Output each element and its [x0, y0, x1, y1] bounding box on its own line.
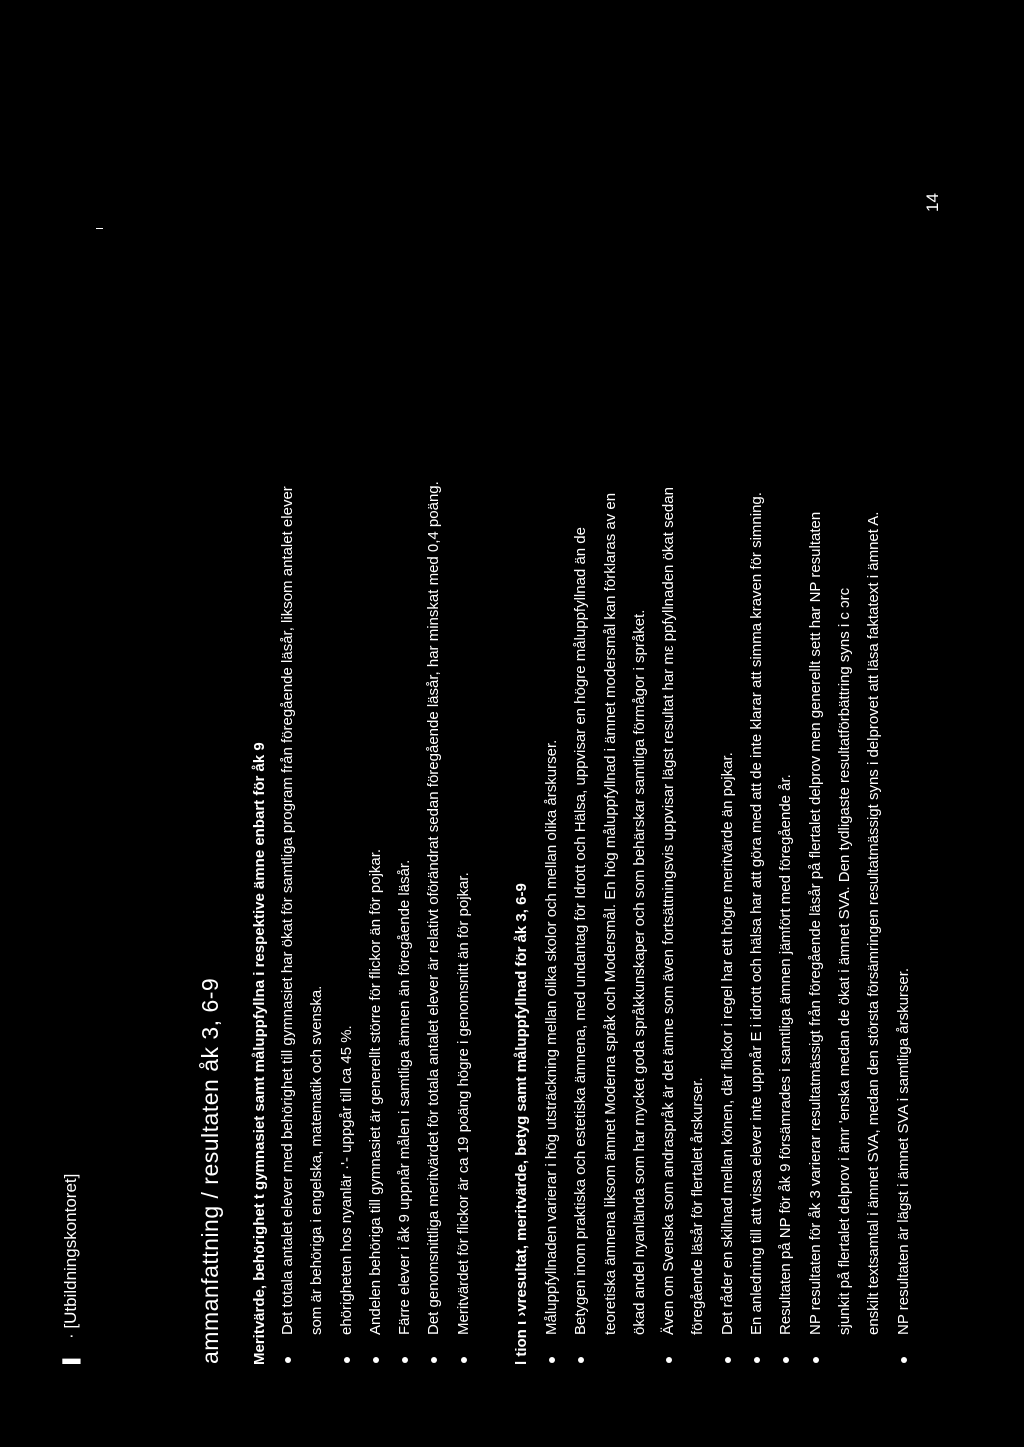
bullet-dot-icon [461, 1357, 467, 1363]
bullet-text: Betygen inom praktiska och estetiska ämnena, med undantag för Idrott och Hälsa, uppvisar en högre måluppfyllnad än de [572, 527, 590, 1335]
bullet-text: Även om Svenska som andraspråk är det ämne som även fortsättningsvis uppvisar lägst resultat har mε ppfyllnaden ökat sedan [660, 487, 678, 1335]
header-text: · [Utbildningskontoret] [61, 1173, 80, 1339]
list-item [889, 487, 918, 1363]
bullet-text-continued: enskilt textsamtal i ämnet SVA, medan den största försämringen resultatmässigt syns i delprovet att läsa faktatext i ämnet A. [865, 511, 883, 1335]
list-item [713, 487, 742, 1363]
bullet-text-continued: ökad andel nyanlända som har mycket goda språkkunskaper och som behärskar samtliga förmågor i språket. [630, 609, 648, 1335]
section-heading-results: l tion ι ›vresultat, meritvärde, betyg samt måluppfyllnad för åk 3, 6-9 [513, 883, 530, 1365]
bullet-text: Resultaten på NP för åk 9 försämrades i samtliga ämnen jämfört med föregående år. [777, 774, 795, 1335]
list-item [390, 481, 419, 1363]
bullet-text: Andelen behöriga till gymnasiet är generellt större för flickor än för pojkar. [366, 848, 384, 1335]
bullet-text: Måluppfyllnaden varierar i hög utsträckning mellan olika skolor och mellan olika årskurser. [543, 739, 560, 1335]
document-title: ammanfattning / resultaten åk 3, 6-9 [197, 977, 223, 1364]
results-bullet-list [537, 487, 918, 1363]
list-item [273, 481, 332, 1363]
list-item [361, 481, 390, 1363]
list-item [742, 487, 771, 1363]
list-item [801, 487, 889, 1363]
bullet-text-continued: föregående läsår för flertalet årskurser. [689, 1077, 707, 1335]
bullet-text: NP resultaten för åk 3 varierar resultatmässigt från föregående läsår på flertalet delprov men generellt sett har NP resultaten [806, 511, 824, 1335]
list-item [419, 481, 448, 1363]
bullet-text: En anledning till att vissa elever inte uppnår E i idrott och hälsa har att göra med att de inte klarar att simma kraven för simning. [748, 492, 766, 1335]
bullet-text: Det genomsnittliga meritvärdet för totala antalet elever är relativt oförändrat sedan föregående läsår, har minskat med 0,4 poäng. [425, 481, 443, 1335]
bullet-text-continued: teoretiska ämnena liksom ämnet Moderna språk och Modersmål. En hög måluppfyllnad i ämnet modersmål kan förklaras av en [601, 492, 619, 1335]
merit-bullet-list [273, 481, 478, 1363]
bullet-dot-icon [431, 1357, 437, 1363]
bullet-text-continued: sjunkit på flertalet delprov i ämr 'enska medan de ökat i ämnet SVA. Den tydligaste resultatförbättring syns i c ɔrc [835, 587, 853, 1335]
list-item [537, 487, 566, 1363]
bullet-dot-icon [725, 1357, 731, 1363]
bullet-dot-icon [666, 1357, 672, 1363]
bullet-text: NP resultaten är lägst i ämnet SVA i samtliga årskurser. [894, 967, 912, 1335]
header-mark: ▌ [63, 1353, 80, 1364]
list-item [449, 481, 478, 1363]
bullet-text: Färre elever i åk 9 uppnår målen i samtliga ämnen än föregående läsår. [396, 859, 414, 1335]
bullet-dot-icon [549, 1357, 555, 1363]
bullet-dot-icon [754, 1357, 760, 1363]
list-item [654, 487, 713, 1363]
bullet-text: Det råder en skillnad mellan könen, där flickor i regel har ett högre meritvärde än pojkar. [718, 752, 736, 1335]
page-number: 14 [923, 193, 942, 212]
scan-mark [96, 228, 103, 229]
list-item [566, 487, 654, 1363]
bullet-dot-icon [813, 1357, 819, 1363]
bullet-dot-icon [578, 1357, 584, 1363]
bullet-text: ehörigheten hos nyanlär ·'- uppgår till ca 45 %. [337, 1025, 355, 1335]
bullet-dot-icon [373, 1357, 379, 1363]
bullet-text: Meritvärdet för flickor är ca 19 poäng högre i genomsnitt än för pojkar. [454, 872, 472, 1335]
bullet-text: Det totala antalet elever med behörighet till gymnasiet har ökat för samtliga program från föregående läsår, liksom antalet elever [279, 486, 296, 1335]
section-heading-merit: Meritvärde, behörighet t gymnasiet samt måluppfyllna i respektive ämne enbart för åk 9 [251, 742, 268, 1365]
bullet-text-continued: som är behöriga i engelska, matematik och svenska. [308, 985, 326, 1335]
bullet-dot-icon [901, 1357, 907, 1363]
list-item [771, 487, 800, 1363]
bullet-dot-icon [783, 1357, 789, 1363]
bullet-dot-icon [402, 1357, 408, 1363]
list-item [332, 481, 361, 1363]
bullet-dot-icon [344, 1357, 350, 1363]
bullet-dot-icon [285, 1357, 291, 1363]
